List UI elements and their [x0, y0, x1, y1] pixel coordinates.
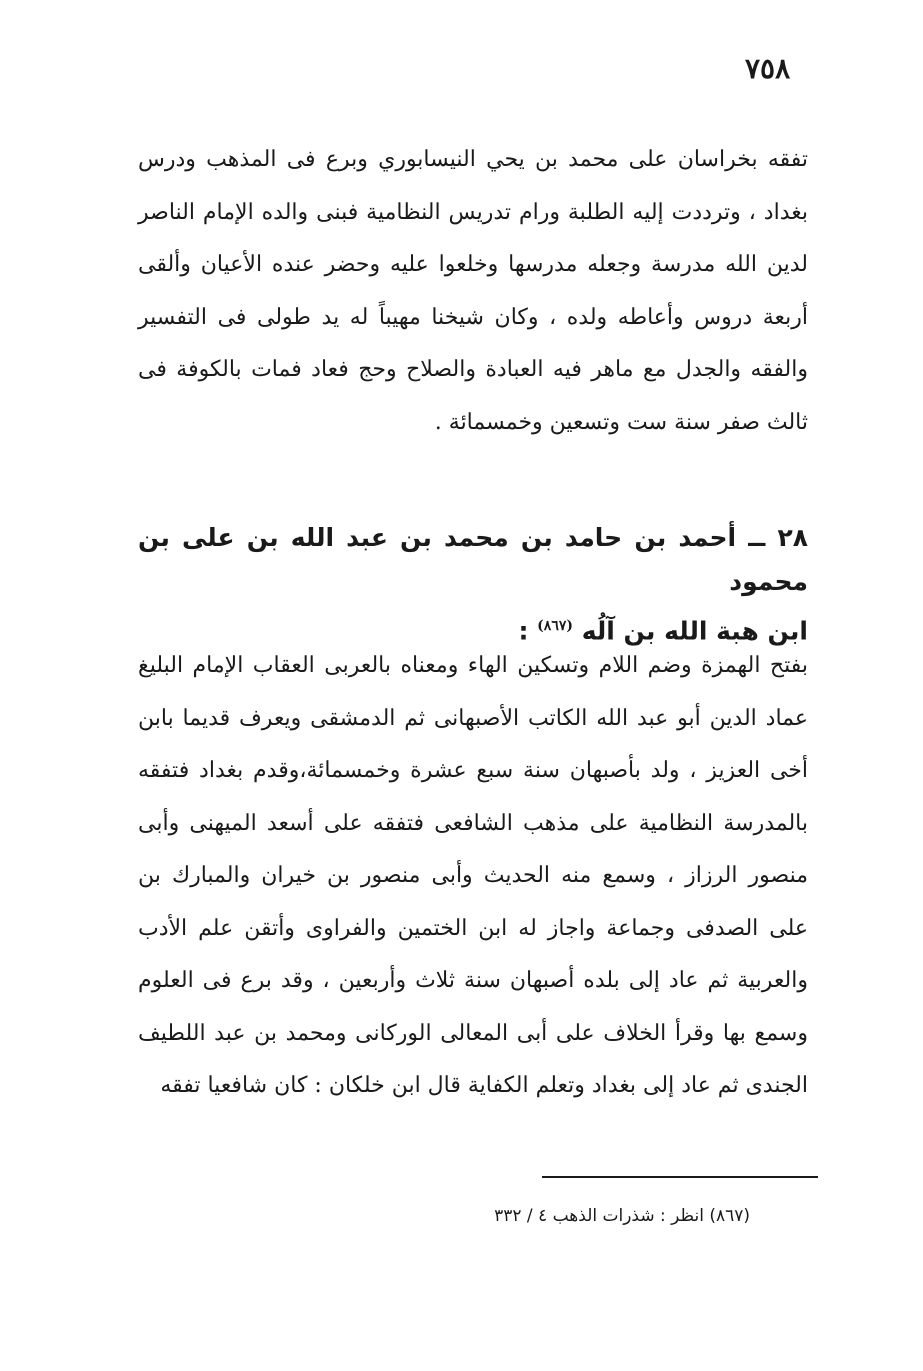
paragraph-2: بفتح الهمزة وضم اللام وتسكين الهاء ومعناه بالعربى العقاب الإمام البليغ عماد الدين أبو عبد الله الكاتب الأصبهانى ثم الدمشقى ويعرف قديما بابن أخى العزيز ، ولد بأصبهان سنة سبع عشرة وخمسمائة،وقدم بغداد فتفقه بالمدرسة النظامية على مذهب الشافعى فتفقه على أسعد الميهنى وأبى منصور الرزاز ، وسمع منه الحديث وأبى منصور بن خيران والمبارك بن على الصدفى وجماعة واجاز له ابن الختمين والفراوى وأتقن علم الأدب والعربية ثم عاد إلى بلده أصبهان سنة ثلاث وأربعين ، وقد برع فى العلوم وسمع بها وقرأ الخلاف على أبى المعالى الوركانى ومحمد بن عبد اللطيف الجندى ثم عاد إلى بغداد وتعلم الكفاية قال ابن خلكان : كان شافعيا تفقه — [138, 653, 808, 1098]
entry-colon: : — [518, 616, 529, 646]
page-number: ٧٥٨ — [745, 52, 791, 85]
entry-name-end: ابن هبة الله بن آلُه — [581, 616, 808, 646]
footnote-divider — [542, 1176, 818, 1178]
entry-heading — [138, 516, 808, 653]
footnote: (٨٦٧) انظر : شذرات الذهب ٤ / ٣٣٢ — [494, 1206, 750, 1226]
entry-heading-line-1: ٢٨ ــ أحمد بن حامد بن محمد بن عبد الله بن على بن محمود — [138, 523, 808, 596]
paragraph-1: تفقه بخراسان على محمد بن يحي النيسابوري وبرع فى المذهب ودرس بغداد ، وترددت إليه الطلبة ورام تدريس النظامية فبنى والده الإمام الناصر لدين الله مدرسة وجعله مدرسها وخلعوا عليه وحضر عنده الأعيان وألقى أربعة دروس وأعاطه ولده ، وكان شيخنا مهيباً له يد طولى فى التفسير والفقه والجدل مع ماهر فيه العبادة والصلاح وحج فعاد فمات بالكوفة فى ثالث صفر سنة ست وتسعين وخمسمائة . — [138, 147, 808, 435]
footnote-reference: (٨٦٧) — [537, 618, 573, 634]
